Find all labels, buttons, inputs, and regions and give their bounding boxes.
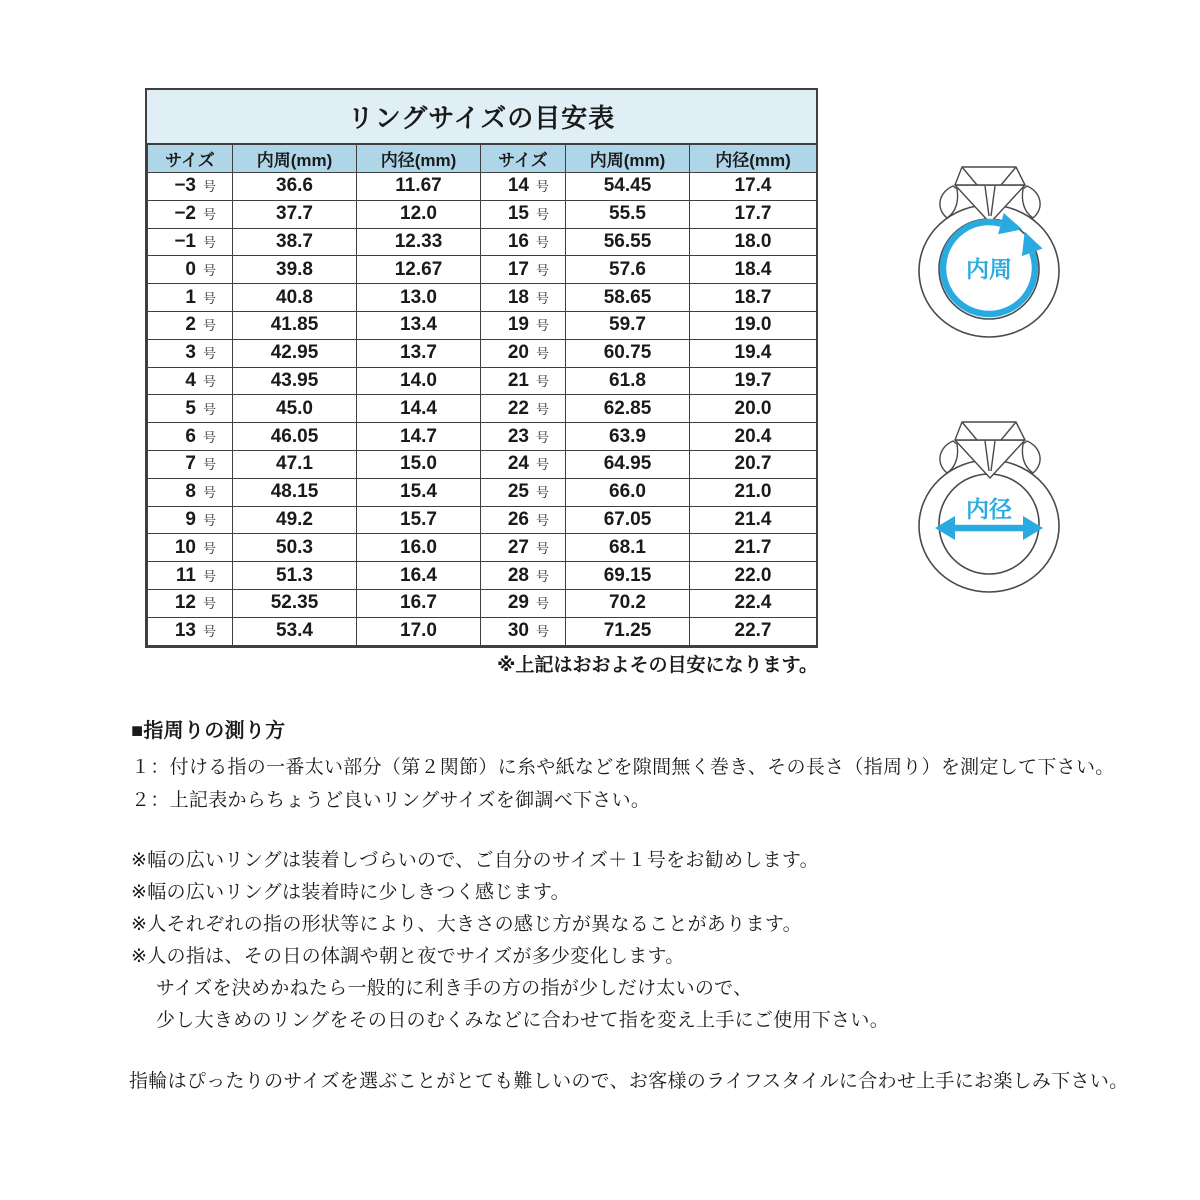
size-cell — [148, 200, 233, 228]
note-size-change-cont-1: サイズを決めかねたら一般的に利き手の方の指が少しだけ太いので、 — [156, 978, 753, 999]
size-cell — [148, 395, 233, 423]
size-number: 3 — [185, 342, 196, 364]
size-cell — [148, 173, 233, 201]
diameter-value: 18.0 — [690, 228, 817, 256]
circumference-value: 56.55 — [566, 228, 690, 256]
diameter-value: 19.7 — [690, 367, 817, 395]
circumference-value: 55.5 — [566, 200, 690, 228]
diameter-value: 22.4 — [690, 589, 817, 617]
diameter-value: 22.7 — [690, 617, 817, 645]
size-cell — [148, 534, 233, 562]
size-unit: 号 — [535, 540, 549, 556]
note-size-change: ※人の指は、その日の体調や朝と夜でサイズが多少変化します。 — [131, 946, 685, 967]
table-row — [148, 228, 817, 256]
circumference-value: 42.95 — [233, 339, 357, 367]
size-number: 2 — [185, 314, 196, 336]
size-cell — [148, 423, 233, 451]
circumference-value: 50.3 — [233, 534, 357, 562]
diameter-value: 15.4 — [357, 478, 481, 506]
size-unit: 号 — [535, 346, 549, 362]
size-cell — [481, 256, 566, 284]
size-number: 5 — [185, 397, 196, 419]
size-unit: 号 — [202, 262, 216, 278]
size-cell — [148, 228, 233, 256]
size-cell — [481, 395, 566, 423]
column-header-circumference: 内周(mm) — [566, 145, 690, 173]
table-row — [148, 256, 817, 284]
size-cell — [481, 284, 566, 312]
table-row — [148, 311, 817, 339]
size-number: 23 — [507, 425, 529, 447]
circumference-value: 57.6 — [566, 256, 690, 284]
diameter-value: 20.4 — [690, 423, 817, 451]
size-unit: 号 — [202, 429, 216, 445]
size-cell — [481, 506, 566, 534]
note-finger-shape: ※人それぞれの指の形状等により、大きさの感じ方が異なることがあります。 — [131, 914, 802, 935]
diameter-value: 12.67 — [357, 256, 481, 284]
size-number: 17 — [507, 258, 529, 280]
column-header-diameter: 内径(mm) — [357, 145, 481, 173]
circumference-value: 69.15 — [566, 562, 690, 590]
size-cell — [148, 506, 233, 534]
size-cell — [148, 256, 233, 284]
size-number: 15 — [507, 203, 529, 225]
size-cell — [481, 200, 566, 228]
size-cell — [481, 367, 566, 395]
table-row — [148, 506, 817, 534]
size-unit: 号 — [202, 457, 216, 473]
diameter-value: 21.0 — [690, 478, 817, 506]
table-row — [148, 534, 817, 562]
diameter-value: 12.0 — [357, 200, 481, 228]
diameter-value: 22.0 — [690, 562, 817, 590]
circumference-value: 38.7 — [233, 228, 357, 256]
size-number: 18 — [507, 286, 529, 308]
size-unit: 号 — [535, 429, 549, 445]
size-number: 24 — [507, 453, 529, 475]
circumference-label: 内周 — [966, 256, 1012, 282]
size-number: 20 — [507, 342, 529, 364]
size-cell — [481, 423, 566, 451]
table-row — [148, 423, 817, 451]
diameter-value: 13.4 — [357, 311, 481, 339]
size-unit: 号 — [202, 207, 216, 223]
size-number: 14 — [507, 175, 529, 197]
circumference-value: 60.75 — [566, 339, 690, 367]
circumference-value: 70.2 — [566, 589, 690, 617]
diameter-value: 20.7 — [690, 450, 817, 478]
diameter-value: 14.0 — [357, 367, 481, 395]
table-row — [148, 200, 817, 228]
diameter-value: 11.67 — [357, 173, 481, 201]
footer-note: 指輪はぴったりのサイズを選ぶことがとても難しいので、お客様のライフスタイルに合わせ上手にお楽しみ下さい。 — [129, 1071, 1129, 1092]
diameter-value: 16.7 — [357, 589, 481, 617]
size-unit: 号 — [535, 179, 549, 195]
ring-circumference-diagram — [903, 150, 1075, 362]
step-1: １：付ける指の一番太い部分（第２関節）に糸や紙などを隙間無く巻き、その長さ（指周り）を測定して下さい。 — [131, 757, 1115, 778]
size-unit: 号 — [202, 485, 216, 501]
size-cell — [148, 339, 233, 367]
size-cell — [148, 311, 233, 339]
column-header-size: サイズ — [148, 145, 233, 173]
size-unit: 号 — [202, 234, 216, 250]
size-unit: 号 — [535, 262, 549, 278]
circumference-value: 68.1 — [566, 534, 690, 562]
diameter-value: 20.0 — [690, 395, 817, 423]
size-number: 26 — [507, 508, 529, 530]
circumference-value: 71.25 — [566, 617, 690, 645]
size-unit: 号 — [202, 373, 216, 389]
diameter-value: 21.4 — [690, 506, 817, 534]
size-cell — [481, 562, 566, 590]
size-number: 25 — [507, 481, 529, 503]
size-unit: 号 — [202, 346, 216, 362]
note-wide-ring-1: ※幅の広いリングは装着しづらいので、ご自分のサイズ＋１号をお勧めします。 — [131, 850, 819, 871]
circumference-value: 49.2 — [233, 506, 357, 534]
size-number: 8 — [185, 481, 196, 503]
circumference-value: 59.7 — [566, 311, 690, 339]
circumference-value: 37.7 — [233, 200, 357, 228]
circumference-value: 45.0 — [233, 395, 357, 423]
table-row — [148, 478, 817, 506]
size-number: −2 — [174, 203, 196, 225]
size-number: 11 — [175, 564, 196, 586]
diameter-value: 19.4 — [690, 339, 817, 367]
ring-diameter-diagram — [903, 405, 1075, 617]
size-cell — [148, 562, 233, 590]
table-header-row — [148, 145, 817, 173]
note-size-change-cont-2: 少し大きめのリングをその日のむくみなどに合わせて指を変え上手にご使用下さい。 — [156, 1010, 890, 1031]
size-cell — [481, 478, 566, 506]
diameter-value: 16.4 — [357, 562, 481, 590]
size-number: 22 — [507, 397, 529, 419]
size-unit: 号 — [202, 624, 216, 640]
size-number: 0 — [185, 258, 196, 280]
size-unit: 号 — [535, 373, 549, 389]
size-unit: 号 — [202, 568, 216, 584]
column-header-size: サイズ — [481, 145, 566, 173]
diameter-value: 14.4 — [357, 395, 481, 423]
circumference-value: 54.45 — [566, 173, 690, 201]
size-number: 19 — [507, 314, 529, 336]
size-unit: 号 — [535, 401, 549, 417]
ring-size-table — [145, 88, 818, 648]
size-cell — [481, 450, 566, 478]
size-cell — [148, 589, 233, 617]
circumference-value: 64.95 — [566, 450, 690, 478]
table-title: リングサイズの目安表 — [147, 90, 816, 144]
size-number: −3 — [174, 175, 196, 197]
size-number: −1 — [174, 230, 196, 252]
size-unit: 号 — [202, 512, 216, 528]
diameter-value: 21.7 — [690, 534, 817, 562]
diameter-value: 15.7 — [357, 506, 481, 534]
circumference-value: 41.85 — [233, 311, 357, 339]
diameter-value: 14.7 — [357, 423, 481, 451]
column-header-diameter: 内径(mm) — [690, 145, 817, 173]
diameter-label: 内径 — [966, 496, 1012, 522]
column-header-circumference: 内周(mm) — [233, 145, 357, 173]
size-unit: 号 — [535, 512, 549, 528]
circumference-value: 63.9 — [566, 423, 690, 451]
circumference-value: 43.95 — [233, 367, 357, 395]
size-unit: 号 — [535, 596, 549, 612]
size-unit: 号 — [535, 234, 549, 250]
size-number: 13 — [174, 620, 196, 642]
size-cell — [481, 534, 566, 562]
table-row — [148, 589, 817, 617]
step-2: ２：上記表からちょうど良いリングサイズを御調べ下さい。 — [131, 790, 651, 811]
size-number: 21 — [507, 369, 529, 391]
diameter-value: 18.7 — [690, 284, 817, 312]
circumference-value: 39.8 — [233, 256, 357, 284]
circumference-value: 52.35 — [233, 589, 357, 617]
circumference-value: 67.05 — [566, 506, 690, 534]
size-number: 10 — [174, 536, 196, 558]
note-wide-ring-2: ※幅の広いリングは装着時に少しきつく感じます。 — [131, 882, 570, 903]
size-number: 4 — [185, 369, 196, 391]
size-cell — [148, 478, 233, 506]
size-cell — [481, 339, 566, 367]
size-unit: 号 — [202, 179, 216, 195]
size-unit: 号 — [535, 290, 549, 306]
table-row — [148, 284, 817, 312]
size-cell — [481, 173, 566, 201]
size-unit: 号 — [535, 207, 549, 223]
circumference-value: 53.4 — [233, 617, 357, 645]
table-note: ※上記はおおよその目安になります。 — [497, 655, 818, 676]
size-unit: 号 — [535, 485, 549, 501]
size-cell — [481, 589, 566, 617]
table-row — [148, 395, 817, 423]
measuring-heading: ■指周りの測り方 — [131, 720, 286, 742]
size-number: 9 — [185, 508, 196, 530]
table-row — [148, 562, 817, 590]
circumference-value: 40.8 — [233, 284, 357, 312]
circumference-value: 48.15 — [233, 478, 357, 506]
size-unit: 号 — [535, 457, 549, 473]
diameter-value: 16.0 — [357, 534, 481, 562]
diameter-value: 13.0 — [357, 284, 481, 312]
circumference-value: 62.85 — [566, 395, 690, 423]
size-number: 29 — [507, 592, 529, 614]
diameter-value: 17.4 — [690, 173, 817, 201]
size-number: 6 — [185, 425, 196, 447]
size-number: 16 — [507, 230, 529, 252]
size-unit: 号 — [535, 318, 549, 334]
size-number: 27 — [507, 536, 529, 558]
size-cell — [481, 311, 566, 339]
circumference-value: 46.05 — [233, 423, 357, 451]
size-cell — [481, 228, 566, 256]
size-cell — [148, 617, 233, 645]
size-unit: 号 — [202, 401, 216, 417]
size-unit: 号 — [535, 568, 549, 584]
size-cell — [148, 367, 233, 395]
circumference-value: 61.8 — [566, 367, 690, 395]
size-unit: 号 — [202, 540, 216, 556]
circumference-value: 51.3 — [233, 562, 357, 590]
table-row — [148, 339, 817, 367]
diameter-value: 18.4 — [690, 256, 817, 284]
size-unit: 号 — [202, 318, 216, 334]
table-row — [148, 173, 817, 201]
size-unit: 号 — [202, 596, 216, 612]
size-number: 1 — [185, 286, 196, 308]
size-number: 30 — [507, 620, 529, 642]
circumference-value: 47.1 — [233, 450, 357, 478]
table-row — [148, 367, 817, 395]
circumference-value: 36.6 — [233, 173, 357, 201]
size-number: 12 — [174, 592, 196, 614]
size-cell — [148, 284, 233, 312]
size-number: 28 — [507, 564, 529, 586]
size-cell — [148, 450, 233, 478]
diameter-value: 17.0 — [357, 617, 481, 645]
circumference-value: 58.65 — [566, 284, 690, 312]
size-unit: 号 — [535, 624, 549, 640]
size-number: 7 — [185, 453, 196, 475]
diameter-value: 15.0 — [357, 450, 481, 478]
diameter-value: 12.33 — [357, 228, 481, 256]
diameter-value: 13.7 — [357, 339, 481, 367]
diameter-value: 19.0 — [690, 311, 817, 339]
table-row — [148, 617, 817, 645]
diameter-value: 17.7 — [690, 200, 817, 228]
table-row — [148, 450, 817, 478]
circumference-value: 66.0 — [566, 478, 690, 506]
table-body — [148, 173, 817, 646]
size-unit: 号 — [202, 290, 216, 306]
size-cell — [481, 617, 566, 645]
